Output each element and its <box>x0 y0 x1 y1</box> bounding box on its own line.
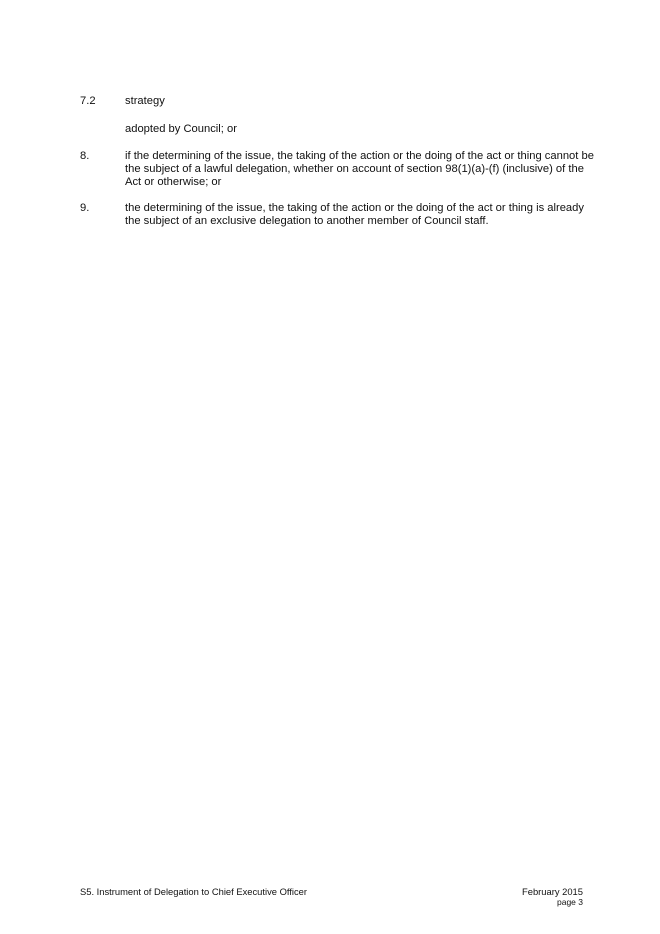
footer-document-title: S5. Instrument of Delegation to Chief Executive Officer <box>80 886 308 897</box>
clause-text: if the determining of the issue, the taking of the action or the doing of the act or thing cannot be the subject of a lawful delegation, whether on account of section 98(1)(a)-(f) (inclusive) of the Act or otherwise; or <box>125 150 594 188</box>
clause-text: adopted by Council; or <box>125 123 237 135</box>
clause-number: 9. <box>80 202 90 214</box>
clause-number: 7.2 <box>80 95 96 107</box>
footer-date-page <box>522 886 583 907</box>
footer-page-number: page 3 <box>557 897 583 907</box>
clause-number: 8. <box>80 150 90 162</box>
footer-date: February 2015 <box>522 886 583 897</box>
clause-text: the determining of the issue, the taking of the action or the doing of the act or thing is already the subject of an exclusive delegation to another member of Council staff. <box>125 202 584 227</box>
clause-text: strategy <box>125 95 165 107</box>
